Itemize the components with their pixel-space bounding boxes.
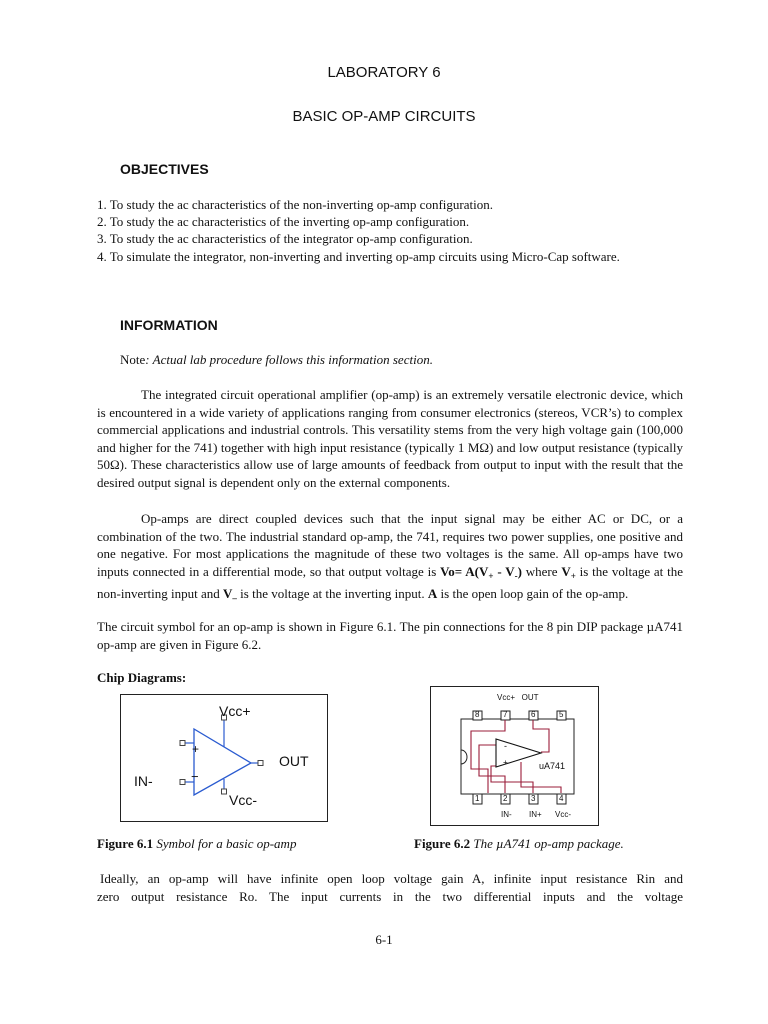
chip-minus-sign: - — [504, 741, 507, 751]
pin-5-number: 5 — [559, 710, 564, 719]
chip-plus-sign: + — [503, 758, 508, 767]
note-text: : Actual lab procedure follows this information section. — [145, 352, 433, 367]
pin-8-number: 8 — [475, 710, 480, 719]
info-paragraph-2: Op-amps are direct coupled devices such that the input signal may be either AC or DC, or a combination of the two. The industrial standard op-amp, the 741, requires two power supplies, one positive and one negative. For most applications the magnitude of these two voltages is the same. All op-amps have two inputs connected in a differential mode, so that output voltage is $Vo= A(V_+ - V_-)$ where $V_+$ is the voltage at the non-inverting input and $V_-$ is the voltage at the inverting input. A is the open loop gain of the op-amp. — [97, 511, 683, 603]
objective-item: 4. To simulate the integrator, non-inverting and inverting op-amp circuits using Micro-Cap software. — [97, 249, 620, 264]
pin-1-number: 1 — [475, 794, 480, 803]
opamp-triangle — [194, 729, 251, 795]
objectives-heading: OBJECTIVES — [120, 161, 209, 177]
chip-name: uA741 — [539, 761, 566, 771]
pin-3-number: 3 — [531, 794, 536, 803]
ideal-paragraph: Ideally, an op-amp will have infinite open loop voltage gain A, infinite input resistance Rin and zero output resistance Ro. The input currents in the two differential inputs and the voltage — [97, 871, 683, 904]
info-paragraph-1: The integrated circuit operational amplifier (op-amp) is an extremely versatile electronic device, which is encountered in a wide variety of applications ranging from consumer electronics (stereos, VCR’s) to complex commercial applications and industrial controls. This versatility stems from the very high voltage gain (100,000 and higher for the 741) together with high input resistance (typically 1 MΩ) and low output resistance (typically 50Ω). These characteristics allow use of large amounts of feedback from output to input with the result that the desired output signal is dependent only on the external components. — [97, 387, 683, 490]
in-plus-pin-label: IN+ — [529, 810, 542, 819]
figure-6-2-box — [430, 686, 599, 826]
objective-item: 3. To study the ac characteristics of the integrator op-amp configuration. — [97, 231, 473, 246]
note-line — [120, 352, 433, 368]
page-number: 6-1 — [375, 932, 393, 947]
noninverting-pin — [180, 741, 185, 746]
objective-item: 2. To study the ac characteristics of the inverting op-amp configuration. — [97, 214, 470, 229]
figure-6-1-box — [120, 694, 328, 822]
pin-4-number: 4 — [559, 794, 564, 803]
pin-7-number: 7 — [503, 710, 508, 719]
top-pin-labels: Vcc+ OUT — [497, 693, 539, 702]
minus-sign: − — [191, 769, 199, 784]
plus-sign: + — [192, 742, 200, 756]
in-minus-pin-label: IN- — [501, 810, 512, 819]
objective-item: 1. To study the ac characteristics of the non-inverting op-amp configuration. — [97, 197, 493, 212]
dip-package — [431, 687, 598, 825]
note-label: Note — [120, 352, 146, 367]
page-subtitle: BASIC OP-AMP CIRCUITS — [292, 108, 476, 125]
in-minus-label: IN- — [134, 773, 153, 789]
vcc-minus-label: Vcc- — [229, 792, 257, 808]
info-paragraph-3: The circuit symbol for an op-amp is shown in Figure 6.1. The pin connections for the 8 pin DIP package µA741 op-amp are given in Figure 6.2. — [97, 619, 683, 652]
information-heading: INFORMATION — [120, 317, 218, 333]
pin-6-number: 6 — [531, 710, 536, 719]
figure-6-2-caption: Figure 6.2 The µA741 op-amp package. — [414, 836, 624, 851]
vcc-minus-pin — [222, 789, 227, 794]
chip-diagrams-heading: Chip Diagrams: — [97, 670, 187, 685]
pin-2-number: 2 — [503, 794, 508, 803]
vcc-plus-label: Vcc+ — [219, 703, 251, 719]
vcc-minus-pin-label: Vcc- — [555, 810, 571, 819]
figure-6-1-caption: Figure 6.1 Symbol for a basic op-amp — [97, 836, 297, 851]
out-label: OUT — [279, 753, 309, 769]
page-title: LABORATORY 6 — [327, 64, 441, 81]
inverting-pin — [180, 780, 185, 785]
output-pin — [258, 761, 263, 766]
